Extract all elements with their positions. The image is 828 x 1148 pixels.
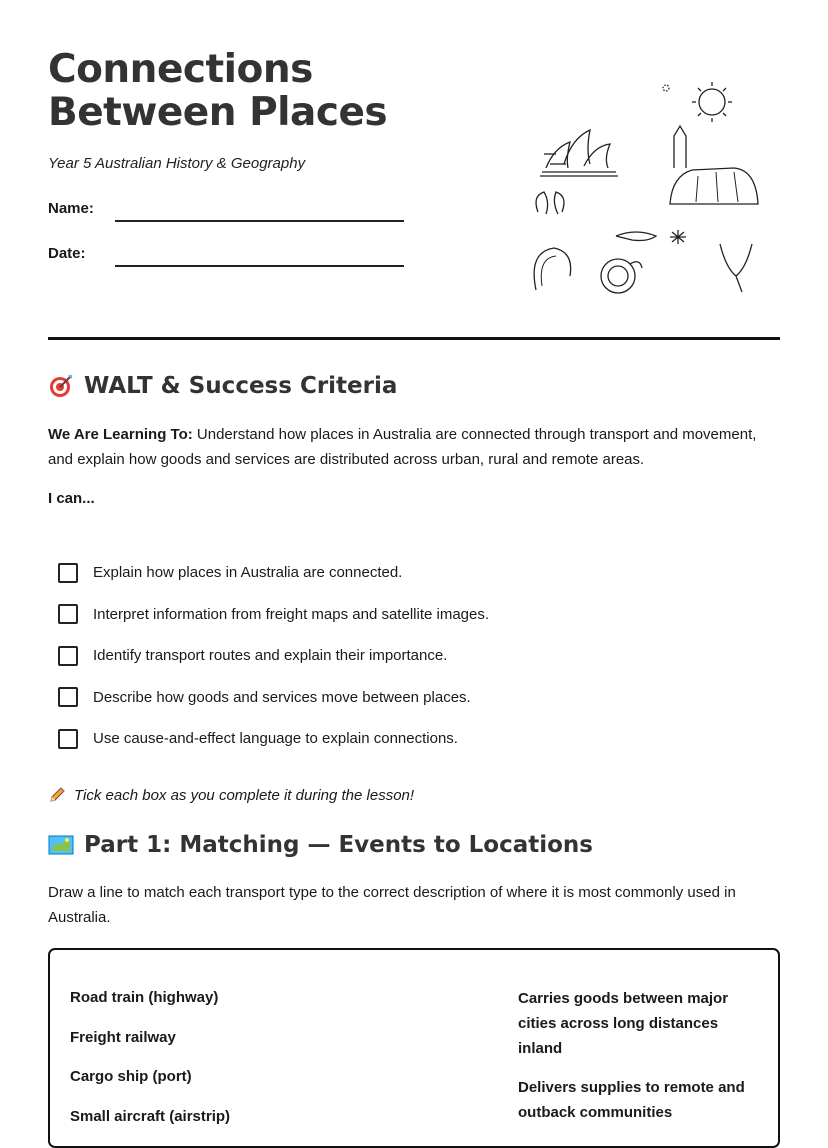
australian-landmarks-illustration	[520, 72, 770, 302]
obelisk-icon	[674, 126, 686, 168]
criteria-checkbox[interactable]	[58, 687, 78, 707]
learning-label: We Are Learning To:	[48, 426, 193, 443]
criteria-checkbox[interactable]	[58, 646, 78, 666]
fish-icon	[616, 232, 656, 241]
name-field[interactable]	[48, 200, 408, 224]
description-item[interactable]: Delivers supplies to remote and outback communities	[518, 1079, 745, 1121]
uluru-icon	[670, 168, 758, 204]
opera-house-icon	[540, 130, 618, 176]
i-can-label: I can...	[48, 490, 95, 507]
criteria-text: Explain how places in Australia are connected.	[93, 564, 403, 582]
tip-text: Tick each box as you complete it during the lesson!	[74, 786, 415, 804]
walt-heading	[48, 373, 397, 399]
slingshot-icon	[720, 244, 752, 292]
page-subtitle: Year 5 Australian History & Geography	[48, 155, 306, 172]
name-label: Name:	[48, 200, 94, 217]
boomerang-right-icon	[554, 192, 564, 214]
date-label: Date:	[48, 245, 86, 262]
map-icon	[48, 833, 74, 857]
transport-item[interactable]: Freight railway	[70, 1028, 176, 1046]
arch-icon	[534, 248, 571, 290]
date-field[interactable]	[48, 245, 408, 269]
part1-instructions: Draw a line to match each transport type to the correct description of where it is most commonly used in Australia.	[48, 884, 736, 926]
part1-heading-text: Part 1: Matching — Events to Locations	[84, 832, 593, 858]
criteria-text: Use cause-and-effect language to explain connections.	[93, 730, 458, 748]
transport-types-column	[70, 988, 230, 1146]
criteria-checkbox[interactable]	[58, 729, 78, 749]
date-input-line[interactable]	[115, 265, 404, 267]
target-icon	[48, 373, 74, 399]
boomerang-left-icon	[536, 192, 548, 214]
transport-item[interactable]: Small aircraft (airstrip)	[70, 1107, 231, 1125]
criteria-item[interactable]	[58, 718, 489, 760]
transport-item[interactable]: Cargo ship (port)	[70, 1068, 192, 1085]
criteria-item[interactable]	[58, 594, 489, 636]
criteria-item[interactable]	[58, 677, 489, 719]
star-icon	[663, 85, 669, 91]
criteria-checkbox[interactable]	[58, 604, 78, 624]
description-item[interactable]: Carries goods between major cities across long distances inland	[518, 990, 729, 1057]
page-title: Connections Between Places	[48, 47, 388, 135]
matching-box	[48, 948, 780, 1148]
name-input-line[interactable]	[115, 220, 404, 222]
criteria-checkbox[interactable]	[58, 563, 78, 583]
learning-intention	[48, 422, 783, 472]
criteria-item[interactable]	[58, 552, 489, 594]
pencil-icon	[48, 786, 66, 804]
criteria-item[interactable]	[58, 635, 489, 677]
header-divider	[48, 337, 780, 340]
learning-text: Understand how places in Australia are connected through transport and movement, and explain how goods and services are distributed across urban, rural and remote areas.	[48, 426, 757, 468]
snake-icon	[601, 259, 642, 293]
transport-item[interactable]: Road train (highway)	[70, 989, 219, 1006]
success-criteria-list	[58, 552, 489, 760]
walt-heading-text: WALT & Success Criteria	[84, 373, 398, 399]
tip-line	[48, 786, 414, 804]
criteria-text: Describe how goods and services move between places.	[93, 688, 471, 706]
coral-icon	[670, 230, 686, 244]
sun-icon	[692, 82, 732, 122]
criteria-text: Identify transport routes and explain their importance.	[93, 647, 448, 665]
descriptions-column	[518, 986, 758, 1139]
part1-heading	[48, 832, 593, 858]
criteria-text: Interpret information from freight maps and satellite images.	[93, 605, 490, 623]
